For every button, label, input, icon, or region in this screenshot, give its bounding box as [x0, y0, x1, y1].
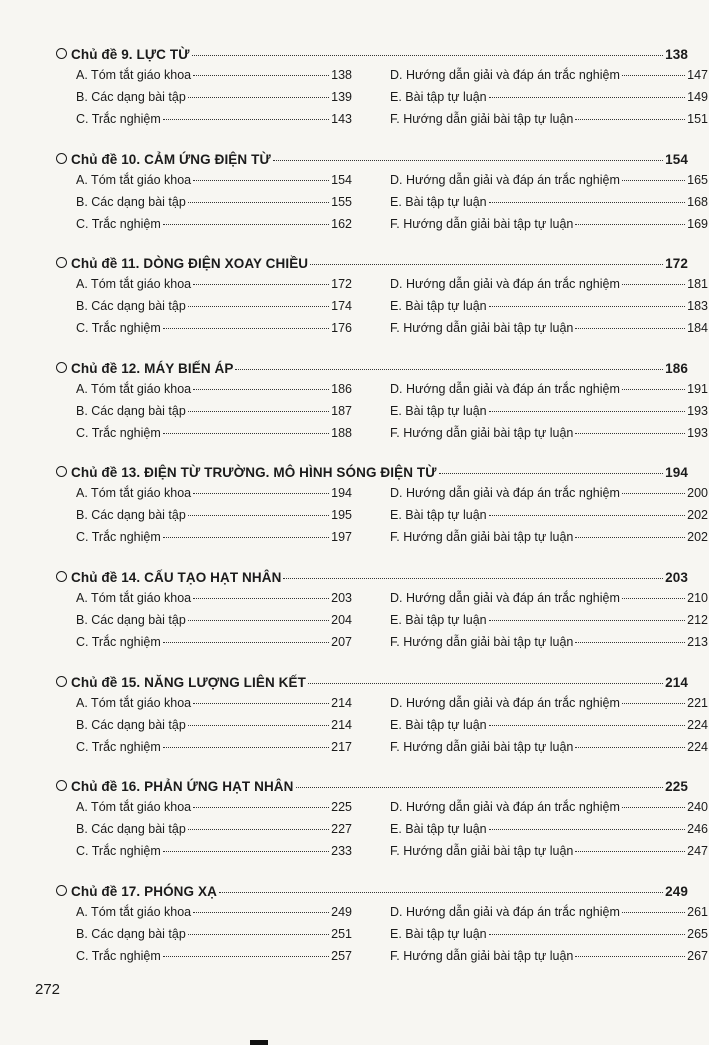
toc-entry[interactable]	[390, 404, 708, 426]
entry-label: E. Bài tập tự luận	[390, 299, 487, 314]
dot-leader	[622, 807, 685, 808]
toc-entry[interactable]	[76, 404, 352, 426]
entry-page-number: 221	[687, 695, 708, 710]
dot-leader	[489, 934, 686, 935]
dot-leader	[575, 851, 685, 852]
entry-label: C. Trắc nghiệm	[76, 321, 161, 336]
entry-page-number: 204	[331, 612, 352, 627]
toc-entry[interactable]	[76, 905, 352, 927]
dot-leader	[235, 369, 663, 370]
entry-page-number: 165	[687, 172, 708, 187]
entry-page-number: 212	[687, 612, 708, 627]
dot-leader	[188, 515, 329, 516]
toc-entry[interactable]	[76, 299, 352, 321]
entry-label: B. Các dạng bài tập	[76, 299, 186, 314]
section-entries	[76, 486, 708, 552]
entry-page-number: 168	[687, 194, 708, 209]
toc-entry[interactable]	[390, 217, 708, 239]
entry-label: C. Trắc nghiệm	[76, 425, 161, 440]
dot-leader	[188, 934, 329, 935]
entry-label: E. Bài tập tự luận	[390, 612, 487, 627]
circle-bullet-icon	[56, 153, 67, 164]
entry-page-number: 265	[687, 926, 708, 941]
entry-label: C. Trắc nghiệm	[76, 948, 161, 963]
dot-leader	[163, 642, 329, 643]
entry-label: F. Hướng dẫn giải bài tập tự luận	[390, 844, 574, 859]
entry-page-number: 172	[331, 277, 352, 292]
entry-label: C. Trắc nghiệm	[76, 216, 161, 231]
dot-leader	[163, 537, 329, 538]
dot-leader	[575, 224, 685, 225]
section-title: Chủ đề 9. LỰC TỪ	[71, 47, 190, 62]
entry-page-number: 227	[331, 822, 352, 837]
toc-entry[interactable]	[76, 277, 352, 299]
entry-label: A. Tóm tắt giáo khoa	[76, 486, 192, 501]
entry-label: B. Các dạng bài tập	[76, 194, 186, 209]
section-entries	[76, 381, 708, 448]
toc-entry[interactable]	[390, 195, 708, 217]
toc-entry[interactable]	[76, 530, 352, 552]
toc-section	[56, 779, 708, 884]
entry-label: B. Các dạng bài tập	[76, 612, 186, 627]
entry-page-number: 138	[331, 68, 352, 82]
dot-leader	[575, 747, 685, 748]
section-title: Chủ đề 17. PHÓNG XẠ	[71, 883, 217, 899]
entry-label: E. Bài tập tự luận	[390, 926, 487, 941]
dot-leader	[193, 284, 329, 285]
entry-label: B. Các dạng bài tập	[76, 822, 186, 837]
entry-label: D. Hướng dẫn giải và đáp án trắc nghiệm	[390, 800, 620, 815]
table-of-contents	[56, 47, 708, 988]
section-title: Chủ đề 15. NĂNG LƯỢNG LIÊN KẾT	[71, 674, 306, 690]
entry-label: B. Các dạng bài tập	[76, 90, 186, 104]
entry-label: A. Tóm tắt giáo khoa	[76, 277, 192, 292]
dot-leader	[489, 202, 686, 203]
entry-label: E. Bài tập tự luận	[390, 822, 487, 837]
circle-bullet-icon	[56, 48, 67, 59]
entry-label: E. Bài tập tự luận	[390, 194, 487, 209]
section-page-number: 172	[665, 256, 688, 272]
toc-entry[interactable]	[76, 321, 352, 343]
dot-leader	[296, 787, 664, 788]
dot-leader	[575, 433, 685, 434]
entry-page-number: 186	[331, 381, 352, 396]
toc-entry[interactable]	[76, 90, 352, 112]
entry-page-number: 183	[687, 299, 708, 314]
section-heading[interactable]	[56, 675, 688, 696]
toc-entry[interactable]	[76, 927, 352, 949]
toc-entry[interactable]	[390, 426, 708, 448]
entry-label: F. Hướng dẫn giải bài tập tự luận	[390, 948, 574, 963]
toc-entry[interactable]	[390, 486, 708, 508]
dot-leader	[489, 306, 686, 307]
toc-entry[interactable]	[76, 591, 352, 613]
dot-leader	[163, 328, 329, 329]
entry-page-number: 154	[331, 172, 352, 187]
entry-page-number: 202	[687, 530, 708, 545]
entry-label: D. Hướng dẫn giải và đáp án trắc nghiệm	[390, 68, 620, 82]
dot-leader	[575, 328, 685, 329]
section-title: Chủ đề 13. ĐIỆN TỪ TRƯỜNG. MÔ HÌNH SÓNG ĐIỆN TỪ	[71, 465, 437, 481]
section-heading[interactable]	[56, 779, 688, 800]
section-heading[interactable]	[56, 465, 688, 486]
entry-page-number: 143	[331, 112, 352, 126]
section-heading[interactable]	[56, 884, 688, 905]
entry-page-number: 184	[687, 321, 708, 336]
section-heading[interactable]	[56, 47, 688, 68]
dot-leader	[489, 97, 686, 98]
section-title: Chủ đề 14. CẤU TẠO HẠT NHÂN	[71, 569, 282, 585]
entry-label: D. Hướng dẫn giải và đáp án trắc nghiệm	[390, 277, 620, 292]
section-entries	[76, 590, 708, 657]
entry-label: D. Hướng dẫn giải và đáp án trắc nghiệm	[390, 381, 620, 396]
entry-page-number: 225	[331, 800, 352, 815]
dot-leader	[310, 264, 663, 265]
section-entries	[76, 904, 708, 971]
entry-label: B. Các dạng bài tập	[76, 508, 186, 523]
toc-entry[interactable]	[76, 508, 352, 530]
entry-label: D. Hướng dẫn giải và đáp án trắc nghiệm	[390, 590, 620, 605]
entry-label: F. Hướng dẫn giải bài tập tự luận	[390, 530, 574, 545]
entry-label: C. Trắc nghiệm	[76, 844, 161, 859]
entry-label: B. Các dạng bài tập	[76, 403, 186, 418]
entry-label: A. Tóm tắt giáo khoa	[76, 800, 192, 815]
dot-leader	[283, 578, 663, 579]
toc-section	[56, 47, 708, 152]
section-page-number: 214	[665, 674, 688, 690]
entry-page-number: 233	[331, 844, 352, 859]
dot-leader	[489, 725, 686, 726]
toc-entry[interactable]	[390, 321, 708, 343]
section-heading[interactable]	[56, 361, 688, 382]
toc-entry[interactable]	[76, 635, 352, 657]
entry-label: F. Hướng dẫn giải bài tập tự luận	[390, 739, 574, 754]
entry-page-number: 217	[331, 739, 352, 754]
entry-label: E. Bài tập tự luận	[390, 90, 487, 104]
entry-page-number: 247	[687, 844, 708, 859]
entry-label: C. Trắc nghiệm	[76, 634, 161, 649]
dot-leader	[188, 306, 329, 307]
toc-section	[56, 674, 708, 780]
section-title: Chủ đề 12. MÁY BIẾN ÁP	[71, 360, 234, 376]
entry-page-number: 181	[687, 277, 708, 292]
entry-label: A. Tóm tắt giáo khoa	[76, 904, 192, 919]
dot-leader	[188, 202, 329, 203]
entry-label: F. Hướng dẫn giải bài tập tự luận	[390, 216, 574, 231]
toc-entry[interactable]	[390, 299, 708, 321]
section-heading[interactable]	[56, 570, 688, 591]
section-page-number: 194	[665, 465, 688, 481]
toc-entry[interactable]	[390, 277, 708, 299]
entry-page-number: 169	[687, 216, 708, 231]
entry-label: A. Tóm tắt giáo khoa	[76, 590, 192, 605]
dot-leader	[219, 892, 663, 893]
dot-leader	[489, 829, 686, 830]
dot-leader	[193, 807, 329, 808]
entry-label: B. Các dạng bài tập	[76, 717, 186, 732]
toc-entry[interactable]	[76, 949, 352, 971]
entry-label: A. Tóm tắt giáo khoa	[76, 172, 192, 187]
dot-leader	[489, 411, 686, 412]
section-entries	[76, 277, 708, 343]
dot-leader	[163, 433, 329, 434]
entry-page-number: 224	[687, 717, 708, 732]
entry-page-number: 246	[687, 822, 708, 837]
dot-leader	[575, 642, 685, 643]
entry-page-number: 213	[687, 634, 708, 649]
page-number: 272	[35, 981, 61, 998]
entry-page-number: 194	[331, 486, 352, 501]
toc-entry[interactable]	[76, 195, 352, 217]
dot-leader	[193, 598, 329, 599]
toc-entry[interactable]	[76, 112, 352, 134]
dot-leader	[188, 97, 329, 98]
entry-label: D. Hướng dẫn giải và đáp án trắc nghiệm	[390, 695, 620, 710]
dot-leader	[622, 912, 685, 913]
section-title: Chủ đề 10. CẢM ỨNG ĐIỆN TỪ	[71, 151, 271, 167]
entry-label: D. Hướng dẫn giải và đáp án trắc nghiệm	[390, 904, 620, 919]
entry-page-number: 187	[331, 403, 352, 418]
entry-page-number: 149	[687, 90, 708, 104]
entry-page-number: 207	[331, 634, 352, 649]
section-heading[interactable]	[56, 152, 688, 173]
entry-page-number: 193	[687, 403, 708, 418]
entry-label: F. Hướng dẫn giải bài tập tự luận	[390, 321, 574, 336]
toc-entry[interactable]	[76, 382, 352, 404]
toc-entry[interactable]	[390, 68, 708, 90]
entry-page-number: 151	[687, 112, 708, 126]
circle-bullet-icon	[56, 780, 67, 791]
entry-page-number: 174	[331, 299, 352, 314]
toc-entry[interactable]	[390, 90, 708, 112]
dot-leader	[622, 284, 685, 285]
dot-leader	[193, 912, 329, 913]
dot-leader	[188, 620, 329, 621]
dot-leader	[163, 956, 329, 957]
circle-bullet-icon	[56, 885, 67, 896]
dot-leader	[163, 119, 329, 120]
circle-bullet-icon	[56, 362, 67, 373]
entry-page-number: 251	[331, 926, 352, 941]
circle-bullet-icon	[56, 571, 67, 582]
entry-page-number: 267	[687, 948, 708, 963]
entry-page-number: 224	[687, 739, 708, 754]
toc-section	[56, 360, 708, 466]
dot-leader	[188, 829, 329, 830]
toc-entry[interactable]	[390, 382, 708, 404]
entry-page-number: 240	[687, 800, 708, 815]
dot-leader	[622, 75, 685, 76]
toc-entry[interactable]	[76, 822, 352, 844]
entry-page-number: 249	[331, 904, 352, 919]
entry-label: F. Hướng dẫn giải bài tập tự luận	[390, 425, 574, 440]
section-entries	[76, 68, 708, 134]
toc-entry[interactable]	[390, 696, 708, 718]
entry-page-number: 155	[331, 194, 352, 209]
toc-entry[interactable]	[390, 927, 708, 949]
entry-page-number: 203	[331, 590, 352, 605]
section-page-number: 186	[665, 360, 688, 376]
toc-section	[56, 256, 708, 361]
toc-entry[interactable]	[390, 508, 708, 530]
toc-entry[interactable]	[390, 822, 708, 844]
section-title: Chủ đề 16. PHẢN ỨNG HẠT NHÂN	[71, 779, 294, 795]
entry-page-number: 214	[331, 717, 352, 732]
toc-entry[interactable]	[76, 217, 352, 239]
section-entries	[76, 172, 708, 239]
dot-leader	[622, 703, 685, 704]
dot-leader	[622, 180, 685, 181]
entry-page-number: 210	[687, 590, 708, 605]
dot-leader	[193, 75, 329, 76]
dot-leader	[489, 620, 686, 621]
toc-entry[interactable]	[76, 173, 352, 195]
dot-leader	[193, 703, 329, 704]
toc-entry[interactable]	[390, 740, 708, 762]
entry-page-number: 139	[331, 90, 352, 104]
entry-label: C. Trắc nghiệm	[76, 530, 161, 545]
entry-page-number: 261	[687, 904, 708, 919]
entry-label: A. Tóm tắt giáo khoa	[76, 68, 192, 82]
toc-entry[interactable]	[76, 613, 352, 635]
entry-page-number: 193	[687, 425, 708, 440]
circle-bullet-icon	[56, 466, 67, 477]
toc-entry[interactable]	[390, 173, 708, 195]
toc-entry[interactable]	[76, 68, 352, 90]
dot-leader	[622, 598, 685, 599]
dot-leader	[575, 956, 685, 957]
entry-page-number: 195	[331, 508, 352, 523]
section-page-number: 138	[665, 47, 688, 62]
dot-leader	[622, 493, 685, 494]
section-page-number: 154	[665, 151, 688, 167]
entry-label: B. Các dạng bài tập	[76, 926, 186, 941]
toc-section	[56, 569, 708, 675]
dot-leader	[193, 180, 329, 181]
toc-entry[interactable]	[76, 800, 352, 822]
toc-entry[interactable]	[390, 591, 708, 613]
entry-page-number: 202	[687, 508, 708, 523]
toc-entry[interactable]	[76, 486, 352, 508]
page-edge-mark	[250, 1040, 268, 1045]
dot-leader	[273, 160, 663, 161]
section-entries	[76, 800, 708, 866]
toc-entry[interactable]	[390, 530, 708, 552]
entry-page-number: 188	[331, 425, 352, 440]
section-page-number: 203	[665, 569, 688, 585]
toc-entry[interactable]	[390, 635, 708, 657]
toc-entry[interactable]	[76, 844, 352, 866]
dot-leader	[622, 389, 685, 390]
entry-label: C. Trắc nghiệm	[76, 739, 161, 754]
dot-leader	[163, 747, 329, 748]
entry-label: D. Hướng dẫn giải và đáp án trắc nghiệm	[390, 172, 620, 187]
toc-entry[interactable]	[76, 426, 352, 448]
toc-entry[interactable]	[76, 696, 352, 718]
dot-leader	[163, 224, 329, 225]
entry-page-number: 200	[687, 486, 708, 501]
toc-entry[interactable]	[390, 112, 708, 134]
dot-leader	[192, 55, 664, 56]
circle-bullet-icon	[56, 676, 67, 687]
toc-entry[interactable]	[390, 718, 708, 740]
entry-page-number: 257	[331, 948, 352, 963]
entry-label: A. Tóm tắt giáo khoa	[76, 381, 192, 396]
section-page-number: 249	[665, 883, 688, 899]
entry-page-number: 197	[331, 530, 352, 545]
dot-leader	[575, 537, 685, 538]
entry-label: F. Hướng dẫn giải bài tập tự luận	[390, 634, 574, 649]
entry-page-number: 191	[687, 381, 708, 396]
entry-label: A. Tóm tắt giáo khoa	[76, 695, 192, 710]
toc-entry[interactable]	[390, 613, 708, 635]
entry-page-number: 214	[331, 695, 352, 710]
toc-entry[interactable]	[390, 949, 708, 971]
entry-page-number: 162	[331, 216, 352, 231]
dot-leader	[163, 851, 329, 852]
dot-leader	[188, 725, 329, 726]
section-heading[interactable]	[56, 256, 688, 277]
entry-label: F. Hướng dẫn giải bài tập tự luận	[390, 112, 574, 126]
dot-leader	[193, 493, 329, 494]
dot-leader	[193, 389, 329, 390]
toc-entry[interactable]	[390, 800, 708, 822]
dot-leader	[489, 515, 686, 516]
entry-page-number: 176	[331, 321, 352, 336]
entry-label: E. Bài tập tự luận	[390, 508, 487, 523]
toc-section	[56, 883, 708, 989]
section-title: Chủ đề 11. DÒNG ĐIỆN XOAY CHIỀU	[71, 256, 309, 272]
toc-section	[56, 465, 708, 570]
toc-entry[interactable]	[390, 844, 708, 866]
dot-leader	[308, 683, 663, 684]
toc-entry[interactable]	[76, 718, 352, 740]
section-entries	[76, 695, 708, 762]
entry-label: C. Trắc nghiệm	[76, 112, 161, 126]
dot-leader	[439, 473, 664, 474]
entry-label: E. Bài tập tự luận	[390, 717, 487, 732]
toc-entry[interactable]	[390, 905, 708, 927]
toc-entry[interactable]	[76, 740, 352, 762]
entry-page-number: 147	[687, 68, 708, 82]
toc-section	[56, 151, 708, 257]
entry-label: E. Bài tập tự luận	[390, 403, 487, 418]
dot-leader	[188, 411, 329, 412]
circle-bullet-icon	[56, 257, 67, 268]
section-page-number: 225	[665, 779, 688, 795]
dot-leader	[575, 119, 685, 120]
entry-label: D. Hướng dẫn giải và đáp án trắc nghiệm	[390, 486, 620, 501]
